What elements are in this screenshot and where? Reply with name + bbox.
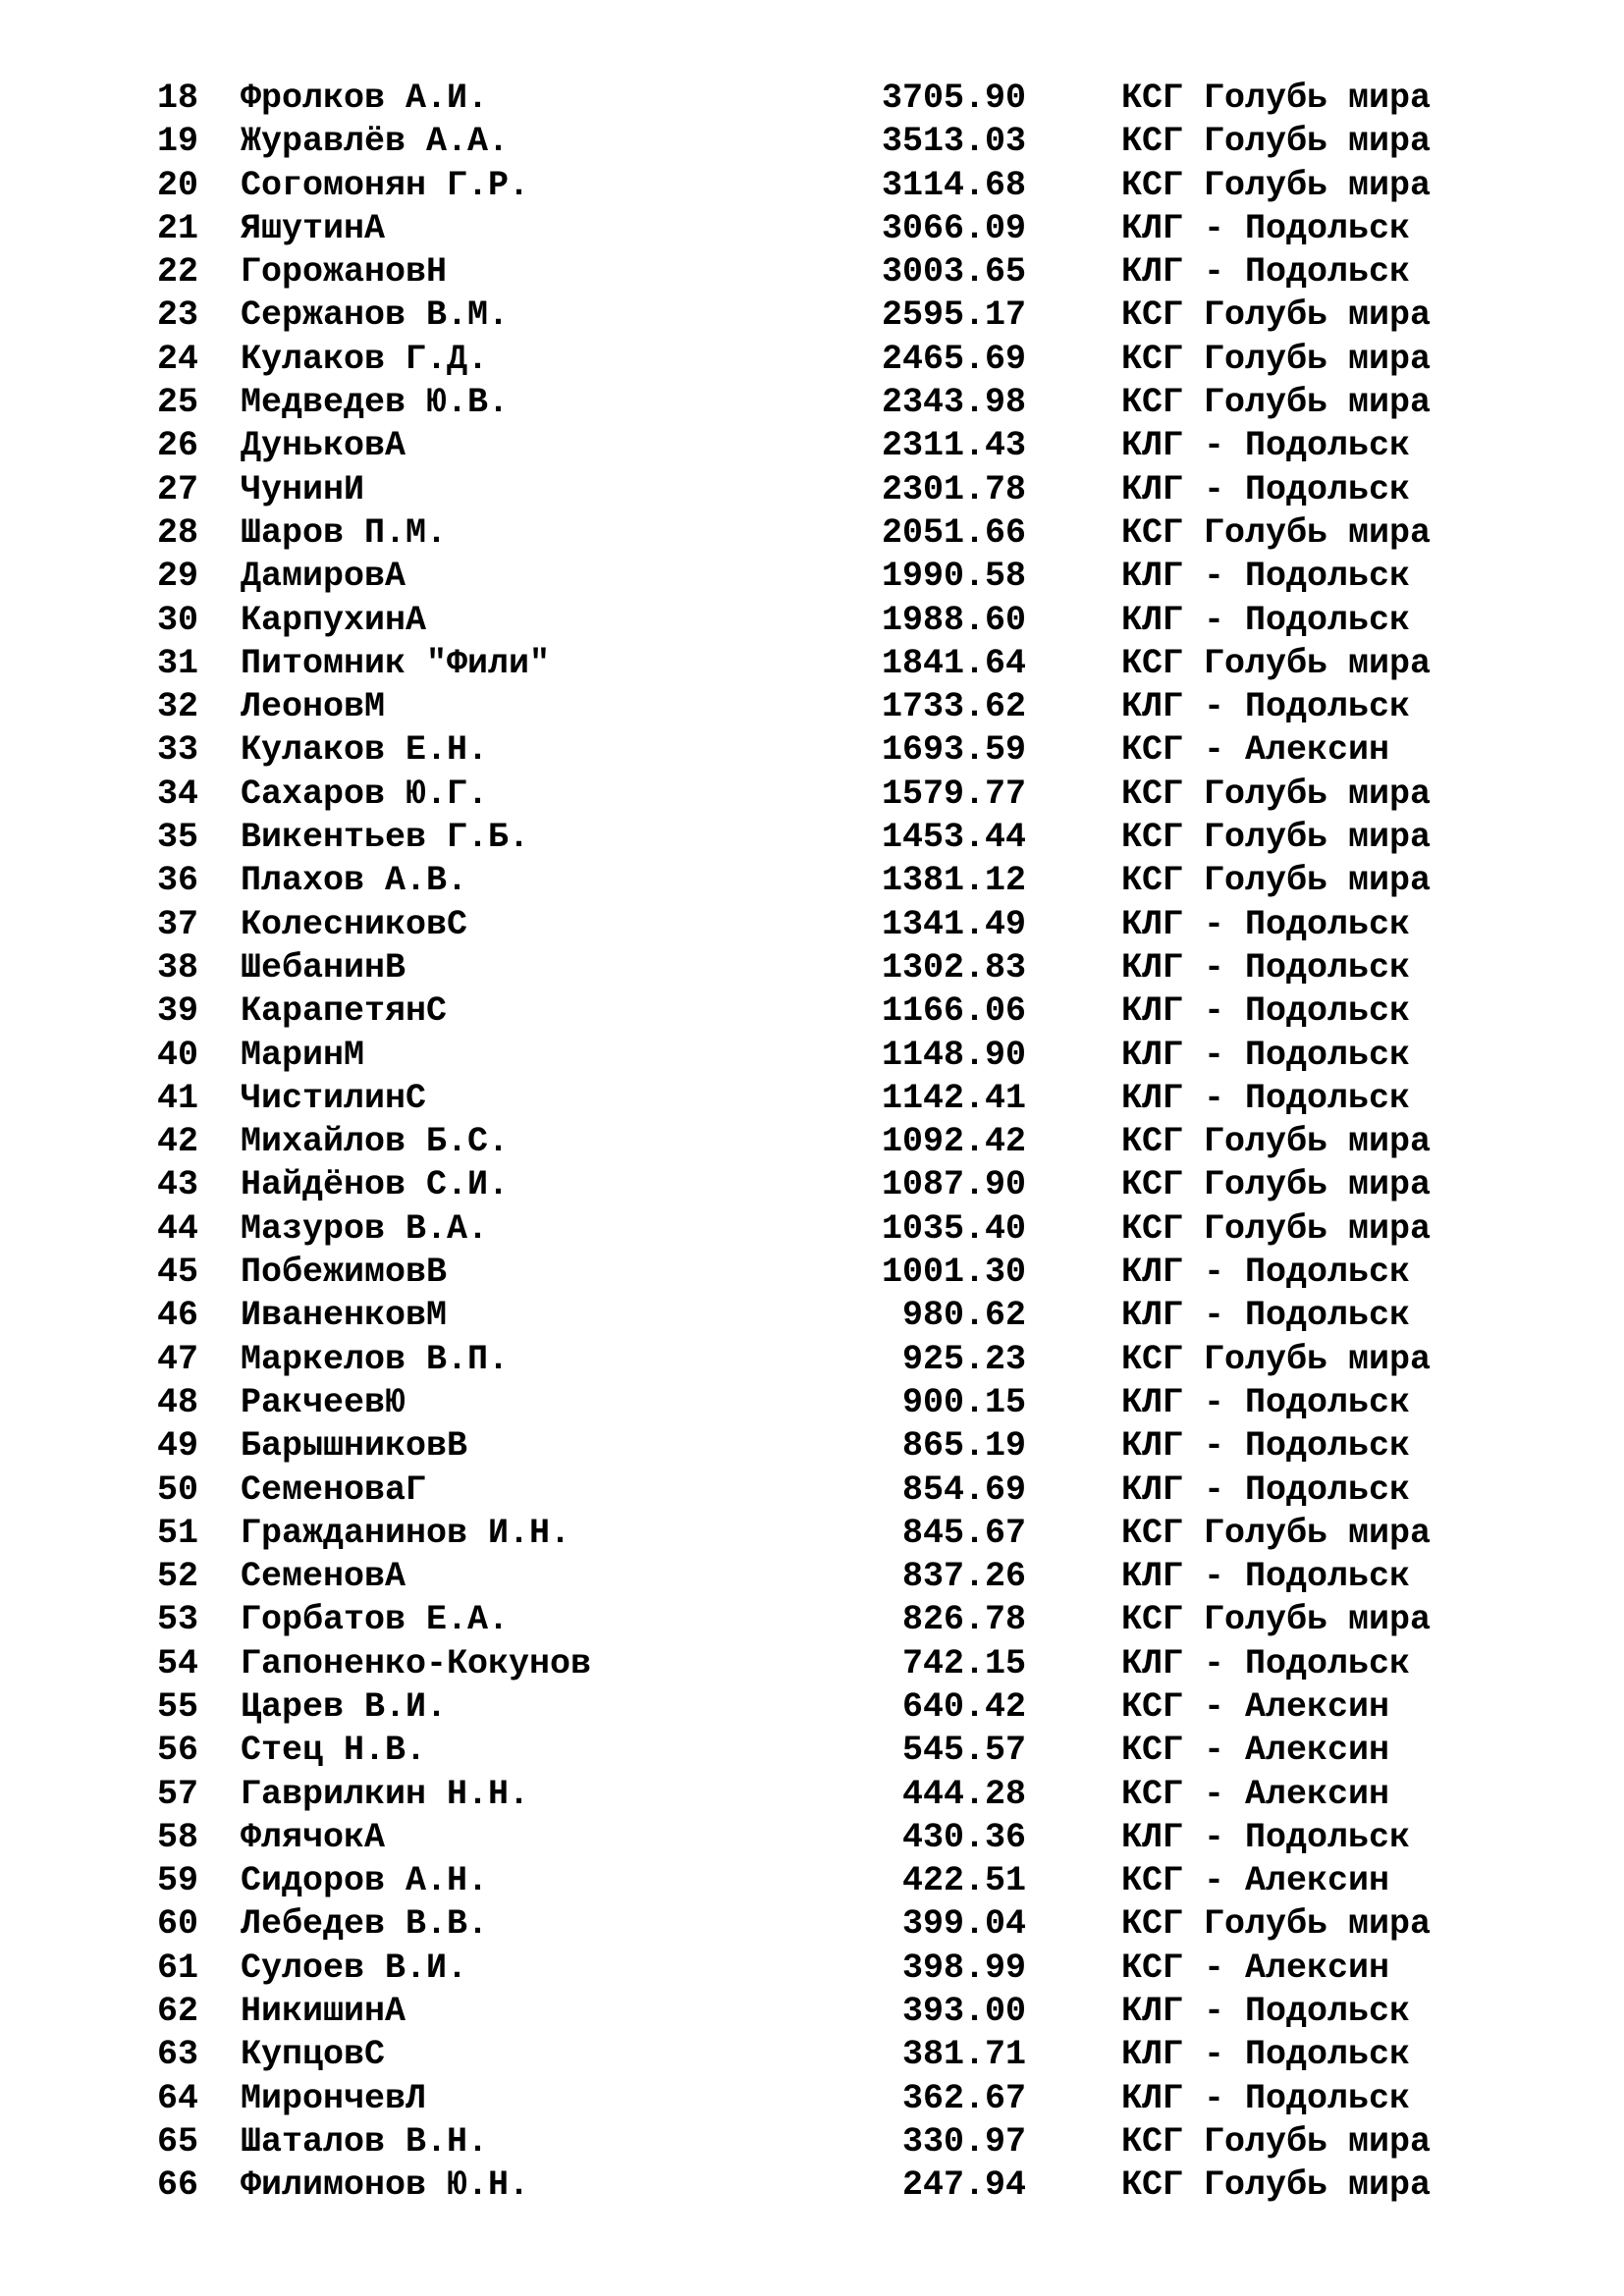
rank-number: 27 (156, 469, 198, 509)
score-value: 1035.40 (881, 1208, 1026, 1249)
score-value: 854.69 (901, 1469, 1026, 1510)
score-value: 430.36 (901, 1817, 1026, 1857)
participant-name: Сахаров Ю.Г. (241, 774, 489, 814)
score-value: 422.51 (901, 1861, 1026, 1901)
table-row (0, 1424, 1624, 1468)
score-value: 1142.41 (881, 1078, 1026, 1118)
score-value: 2343.98 (881, 383, 1026, 423)
score-value: 2051.66 (881, 512, 1026, 553)
score-value: 1841.64 (881, 643, 1026, 683)
club-name: КЛГ - Подольск (1121, 600, 1411, 640)
score-value: 393.00 (901, 1992, 1026, 2032)
rank-number: 50 (156, 1469, 198, 1510)
table-row (0, 1859, 1624, 1902)
table-row (0, 1512, 1624, 1555)
participant-name: ЧистилинС (241, 1078, 427, 1118)
club-name: КЛГ - Подольск (1121, 1296, 1411, 1336)
score-value: 1453.44 (881, 818, 1026, 858)
club-name: КЛГ - Подольск (1121, 1992, 1411, 2032)
participant-name: Лебедев В.В. (241, 1904, 489, 1945)
table-row (0, 1555, 1624, 1598)
score-value: 1990.58 (881, 557, 1026, 597)
club-name: КСГ Голубь мира (1121, 1122, 1432, 1162)
rank-number: 36 (156, 861, 198, 901)
participant-name: Мазуров В.А. (241, 1208, 489, 1249)
club-name: КЛГ - Подольск (1121, 991, 1411, 1032)
rank-number: 62 (156, 1992, 198, 2032)
club-name: КЛГ - Подольск (1121, 1253, 1411, 1293)
club-name: КЛГ - Подольск (1121, 1817, 1411, 1857)
club-name: КСГ Голубь мира (1121, 1513, 1432, 1553)
rank-number: 44 (156, 1208, 198, 1249)
rank-number: 32 (156, 687, 198, 727)
participant-name: Фролков А.И. (241, 79, 489, 118)
participant-name: ЛеоновМ (241, 687, 386, 727)
table-row (0, 1816, 1624, 1859)
table-row (0, 1598, 1624, 1641)
score-value: 1001.30 (881, 1253, 1026, 1293)
rank-number: 60 (156, 1904, 198, 1945)
participant-name: Царев В.И. (241, 1686, 448, 1727)
participant-name: ПобежимовВ (241, 1253, 448, 1293)
participant-name: Горбатов Е.А. (241, 1600, 510, 1640)
table-row (0, 511, 1624, 555)
score-value: 1302.83 (881, 947, 1026, 988)
participant-name: Сулоев В.И. (241, 1948, 468, 1988)
participant-name: МирончевЛ (241, 2078, 427, 2118)
score-value: 826.78 (901, 1600, 1026, 1640)
table-row (0, 207, 1624, 250)
table-row (0, 2077, 1624, 2120)
results-table (0, 77, 1624, 2208)
rank-number: 48 (156, 1382, 198, 1422)
table-row (0, 1163, 1624, 1206)
rank-number: 37 (156, 904, 198, 944)
club-name: КСГ Голубь мира (1121, 1904, 1432, 1945)
rank-number: 57 (156, 1774, 198, 1814)
table-row (0, 1338, 1624, 1381)
score-value: 1148.90 (881, 1035, 1026, 1075)
table-row (0, 1251, 1624, 1294)
rank-number: 19 (156, 122, 198, 162)
rank-number: 41 (156, 1078, 198, 1118)
participant-name: Сержанов В.М. (241, 295, 510, 336)
club-name: КСГ Голубь мира (1121, 2121, 1432, 2162)
participant-name: Гражданинов И.Н. (241, 1513, 571, 1553)
score-value: 1087.90 (881, 1165, 1026, 1205)
club-name: КЛГ - Подольск (1121, 904, 1411, 944)
participant-name: Гаврилкин Н.Н. (241, 1774, 530, 1814)
score-value: 398.99 (901, 1948, 1026, 1988)
club-name: КСГ - Алексин (1121, 1948, 1390, 1988)
participant-name: КолесниковС (241, 904, 468, 944)
score-value: 3114.68 (881, 165, 1026, 205)
club-name: КСГ - Алексин (1121, 1861, 1390, 1901)
club-name: КСГ Голубь мира (1121, 165, 1432, 205)
score-value: 3513.03 (881, 122, 1026, 162)
club-name: КЛГ - Подольск (1121, 1382, 1411, 1422)
participant-name: Викентьев Г.Б. (241, 818, 530, 858)
club-name: КСГ Голубь мира (1121, 122, 1432, 162)
rank-number: 52 (156, 1557, 198, 1597)
table-row (0, 555, 1624, 598)
participant-name: Стец Н.В. (241, 1731, 427, 1771)
table-row (0, 338, 1624, 381)
table-row (0, 164, 1624, 207)
rank-number: 49 (156, 1426, 198, 1467)
rank-number: 43 (156, 1165, 198, 1205)
table-row (0, 1468, 1624, 1512)
table-row (0, 989, 1624, 1033)
club-name: КСГ Голубь мира (1121, 295, 1432, 336)
participant-name: Михайлов Б.С. (241, 1122, 510, 1162)
score-value: 1092.42 (881, 1122, 1026, 1162)
rank-number: 55 (156, 1686, 198, 1727)
participant-name: ЧунинИ (241, 469, 365, 509)
score-value: 3705.90 (881, 79, 1026, 118)
participant-name: Кулаков Е.Н. (241, 730, 489, 771)
participant-name: ДуньковА (241, 426, 406, 466)
score-value: 1341.49 (881, 904, 1026, 944)
club-name: КЛГ - Подольск (1121, 1078, 1411, 1118)
rank-number: 23 (156, 295, 198, 336)
participant-name: Медведев Ю.В. (241, 383, 510, 423)
rank-number: 46 (156, 1296, 198, 1336)
table-row (0, 468, 1624, 511)
score-value: 2595.17 (881, 295, 1026, 336)
score-value: 399.04 (901, 1904, 1026, 1945)
participant-name: ИваненковМ (241, 1296, 448, 1336)
rank-number: 33 (156, 730, 198, 771)
participant-name: Питомник "Фили" (241, 643, 551, 683)
table-row (0, 1077, 1624, 1120)
participant-name: СеменоваГ (241, 1469, 427, 1510)
club-name: КСГ Голубь мира (1121, 2165, 1432, 2206)
table-row (0, 1729, 1624, 1772)
table-row (0, 1947, 1624, 1990)
club-name: КСГ Голубь мира (1121, 1339, 1432, 1379)
score-value: 1579.77 (881, 774, 1026, 814)
club-name: КЛГ - Подольск (1121, 1469, 1411, 1510)
table-row (0, 2163, 1624, 2207)
club-name: КЛГ - Подольск (1121, 1643, 1411, 1683)
participant-name: КарпухинА (241, 600, 427, 640)
participant-name: Журавлёв А.А. (241, 122, 510, 162)
table-row (0, 816, 1624, 859)
table-row (0, 599, 1624, 642)
table-row (0, 1034, 1624, 1077)
rank-number: 45 (156, 1253, 198, 1293)
participant-name: РакчеевЮ (241, 1382, 406, 1422)
rank-number: 38 (156, 947, 198, 988)
score-value: 545.57 (901, 1731, 1026, 1771)
table-row (0, 1381, 1624, 1424)
participant-name: Шаталов В.Н. (241, 2121, 489, 2162)
score-value: 742.15 (901, 1643, 1026, 1683)
club-name: КЛГ - Подольск (1121, 687, 1411, 727)
club-name: КЛГ - Подольск (1121, 1557, 1411, 1597)
rank-number: 51 (156, 1513, 198, 1553)
score-value: 865.19 (901, 1426, 1026, 1467)
rank-number: 63 (156, 2035, 198, 2075)
participant-name: Маркелов В.П. (241, 1339, 510, 1379)
score-value: 1166.06 (881, 991, 1026, 1032)
club-name: КЛГ - Подольск (1121, 947, 1411, 988)
club-name: КСГ Голубь мира (1121, 1165, 1432, 1205)
rank-number: 22 (156, 252, 198, 293)
rank-number: 21 (156, 208, 198, 248)
table-row (0, 77, 1624, 120)
participant-name: СеменовА (241, 1557, 406, 1597)
score-value: 2311.43 (881, 426, 1026, 466)
table-row (0, 1642, 1624, 1685)
participant-name: БарышниковВ (241, 1426, 468, 1467)
club-name: КСГ Голубь мира (1121, 512, 1432, 553)
club-name: КЛГ - Подольск (1121, 1426, 1411, 1467)
table-row (0, 120, 1624, 163)
club-name: КСГ Голубь мира (1121, 79, 1432, 118)
score-value: 381.71 (901, 2035, 1026, 2075)
table-row (0, 903, 1624, 946)
score-value: 3003.65 (881, 252, 1026, 293)
score-value: 247.94 (901, 2165, 1026, 2206)
participant-name: Филимонов Ю.Н. (241, 2165, 530, 2206)
participant-name: МаринМ (241, 1035, 365, 1075)
rank-number: 53 (156, 1600, 198, 1640)
club-name: КСГ Голубь мира (1121, 1208, 1432, 1249)
rank-number: 34 (156, 774, 198, 814)
club-name: КСГ Голубь мира (1121, 643, 1432, 683)
participant-name: ДамировА (241, 557, 406, 597)
table-row (0, 294, 1624, 337)
table-row (0, 2120, 1624, 2163)
rank-number: 47 (156, 1339, 198, 1379)
rank-number: 28 (156, 512, 198, 553)
rank-number: 18 (156, 79, 198, 118)
rank-number: 25 (156, 383, 198, 423)
club-name: КСГ - Алексин (1121, 730, 1390, 771)
participant-name: Кулаков Г.Д. (241, 339, 489, 379)
club-name: КСГ Голубь мира (1121, 861, 1432, 901)
participant-name: ФлячокА (241, 1817, 386, 1857)
club-name: КЛГ - Подольск (1121, 208, 1411, 248)
participant-name: ГорожановН (241, 252, 448, 293)
score-value: 925.23 (901, 1339, 1026, 1379)
participant-name: Гапоненко-Кокунов (241, 1643, 592, 1683)
table-row (0, 250, 1624, 294)
score-value: 845.67 (901, 1513, 1026, 1553)
table-row (0, 728, 1624, 772)
participant-name: Сидоров А.Н. (241, 1861, 489, 1901)
score-value: 3066.09 (881, 208, 1026, 248)
table-row (0, 1990, 1624, 2033)
score-value: 362.67 (901, 2078, 1026, 2118)
rank-number: 26 (156, 426, 198, 466)
table-row (0, 773, 1624, 816)
rank-number: 29 (156, 557, 198, 597)
score-value: 980.62 (901, 1296, 1026, 1336)
score-value: 444.28 (901, 1774, 1026, 1814)
score-value: 1988.60 (881, 600, 1026, 640)
table-row (0, 642, 1624, 685)
table-row (0, 685, 1624, 728)
rank-number: 20 (156, 165, 198, 205)
score-value: 330.97 (901, 2121, 1026, 2162)
rank-number: 66 (156, 2165, 198, 2206)
score-value: 900.15 (901, 1382, 1026, 1422)
rank-number: 58 (156, 1817, 198, 1857)
participant-name: ШебанинВ (241, 947, 406, 988)
participant-name: Плахов А.В. (241, 861, 468, 901)
score-value: 1693.59 (881, 730, 1026, 771)
table-row (0, 381, 1624, 424)
rank-number: 56 (156, 1731, 198, 1771)
table-row (0, 946, 1624, 989)
score-value: 1733.62 (881, 687, 1026, 727)
rank-number: 42 (156, 1122, 198, 1162)
rank-number: 30 (156, 600, 198, 640)
participant-name: Найдёнов С.И. (241, 1165, 510, 1205)
table-row (0, 1207, 1624, 1251)
club-name: КЛГ - Подольск (1121, 1035, 1411, 1075)
score-value: 837.26 (901, 1557, 1026, 1597)
participant-name: ЯшутинА (241, 208, 386, 248)
table-row (0, 1120, 1624, 1163)
score-value: 2465.69 (881, 339, 1026, 379)
club-name: КЛГ - Подольск (1121, 252, 1411, 293)
club-name: КЛГ - Подольск (1121, 557, 1411, 597)
club-name: КСГ - Алексин (1121, 1774, 1390, 1814)
rank-number: 31 (156, 643, 198, 683)
table-row (0, 859, 1624, 902)
table-row (0, 1294, 1624, 1337)
participant-name: Шаров П.М. (241, 512, 448, 553)
club-name: КСГ Голубь мира (1121, 339, 1432, 379)
club-name: КСГ Голубь мира (1121, 1600, 1432, 1640)
club-name: КСГ Голубь мира (1121, 818, 1432, 858)
rank-number: 61 (156, 1948, 198, 1988)
rank-number: 54 (156, 1643, 198, 1683)
club-name: КСГ - Алексин (1121, 1731, 1390, 1771)
rank-number: 39 (156, 991, 198, 1032)
club-name: КЛГ - Подольск (1121, 469, 1411, 509)
rank-number: 35 (156, 818, 198, 858)
club-name: КЛГ - Подольск (1121, 2035, 1411, 2075)
participant-name: КарапетянС (241, 991, 448, 1032)
rank-number: 40 (156, 1035, 198, 1075)
table-row (0, 2033, 1624, 2076)
score-value: 2301.78 (881, 469, 1026, 509)
participant-name: НикишинА (241, 1992, 406, 2032)
club-name: КСГ Голубь мира (1121, 774, 1432, 814)
rank-number: 64 (156, 2078, 198, 2118)
score-value: 1381.12 (881, 861, 1026, 901)
club-name: КЛГ - Подольск (1121, 2078, 1411, 2118)
table-row (0, 424, 1624, 467)
participant-name: КупцовС (241, 2035, 386, 2075)
table-row (0, 1902, 1624, 1946)
score-value: 640.42 (901, 1686, 1026, 1727)
rank-number: 65 (156, 2121, 198, 2162)
club-name: КСГ - Алексин (1121, 1686, 1390, 1727)
table-row (0, 1773, 1624, 1816)
table-row (0, 1685, 1624, 1729)
club-name: КЛГ - Подольск (1121, 426, 1411, 466)
participant-name: Согомонян Г.Р. (241, 165, 530, 205)
rank-number: 24 (156, 339, 198, 379)
rank-number: 59 (156, 1861, 198, 1901)
club-name: КСГ Голубь мира (1121, 383, 1432, 423)
